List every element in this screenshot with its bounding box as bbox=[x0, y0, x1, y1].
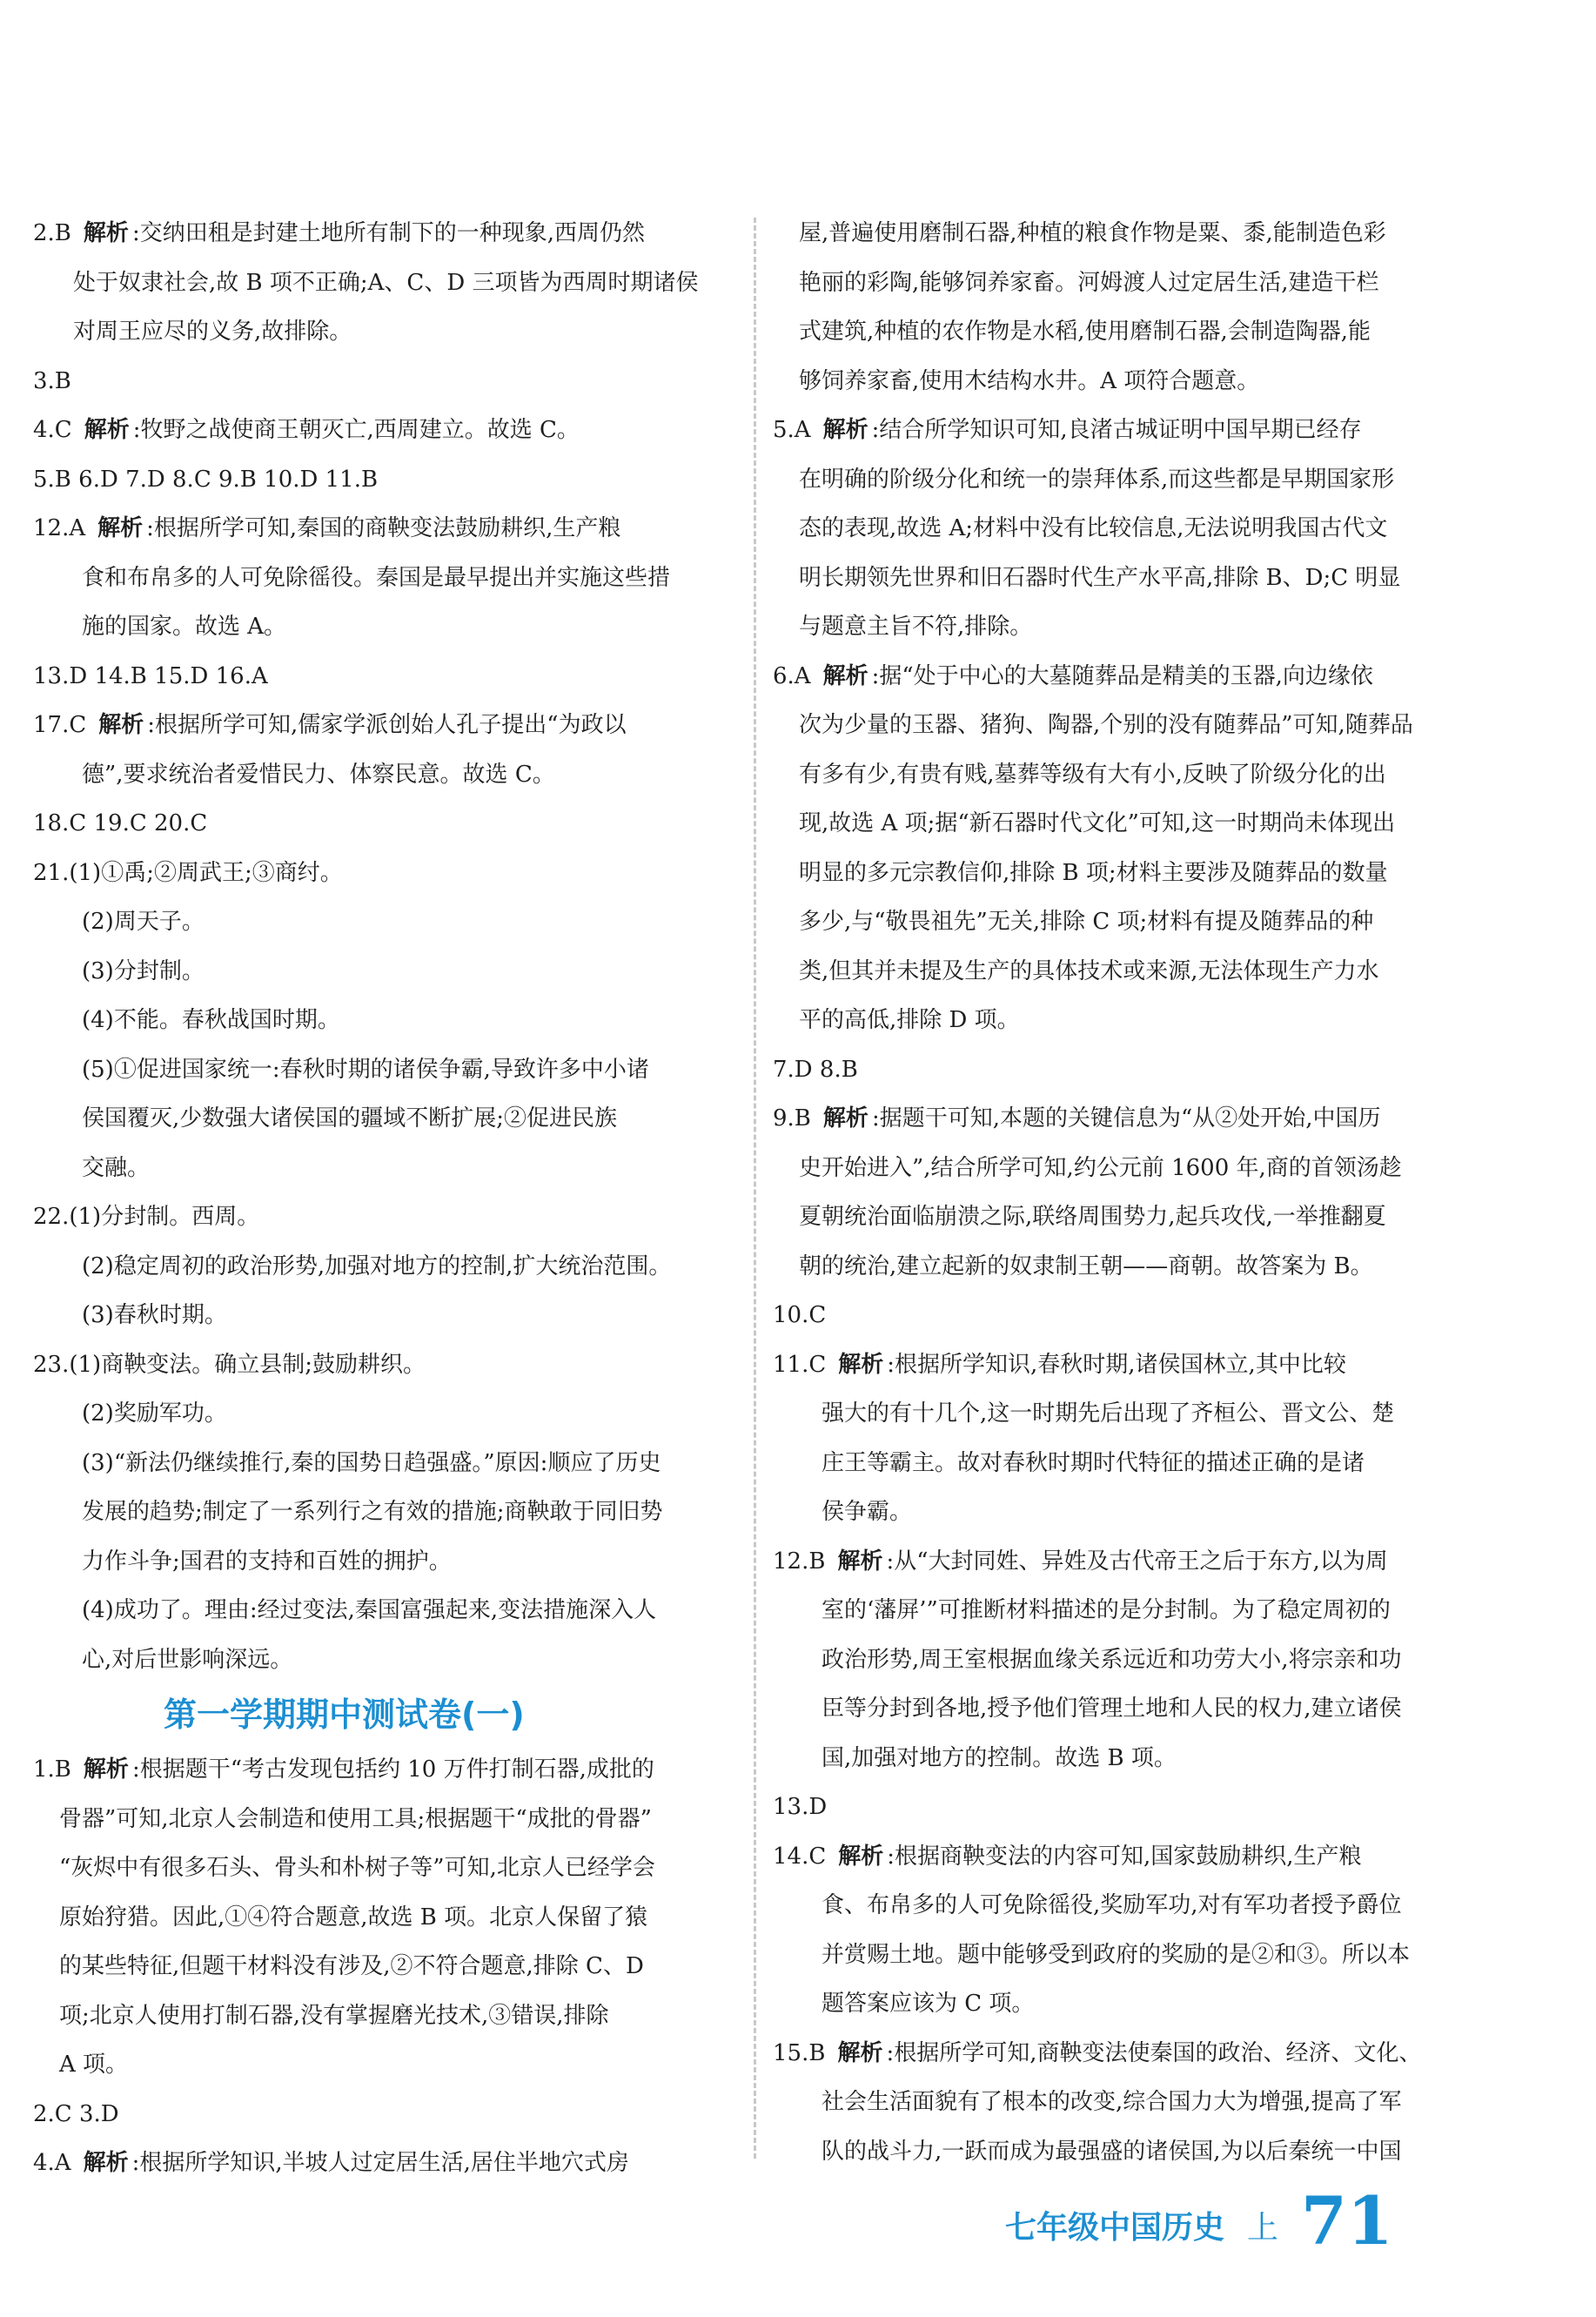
answer-text: 夏朝统治面临崩溃之际,联络周围势力,起兵攻伐,一举推翻夏 bbox=[799, 1204, 1386, 1230]
answer-text: 侯争霸。 bbox=[821, 1499, 913, 1525]
answer-text: 多少,与“敬畏祖先”无关,排除 C 项;材料有提及随葬品的种 bbox=[799, 909, 1374, 935]
answer-continuation bbox=[33, 1795, 736, 1844]
answer-item bbox=[33, 406, 736, 455]
answer-number: 1.B bbox=[33, 1756, 71, 1783]
answer-text: 食和布帛多的人可免除徭役。秦国是最早提出并实施这些措 bbox=[82, 564, 671, 591]
answer-number: 7.D 8.B bbox=[773, 1056, 858, 1083]
answer-text: “灰烬中有很多石头、骨头和朴树子等”可知,北京人已经学会 bbox=[59, 1855, 655, 1881]
answer-number: 17.C bbox=[33, 712, 87, 738]
answer-item bbox=[773, 1045, 1476, 1095]
answer-text: (3)“新法仍继续推行,秦的国势日趋强盛。”原因:顺应了历史 bbox=[82, 1449, 661, 1476]
analysis-label: 解析 bbox=[84, 417, 130, 443]
answer-text: 在明确的阶级分化和统一的崇拜体系,而这些都是早期国家形 bbox=[799, 466, 1395, 493]
answer-text: 力作斗争;国君的支持和百姓的拥护。 bbox=[82, 1548, 452, 1575]
answer-text: 类,但其并未提及生产的具体技术或来源,无法体现生产力水 bbox=[799, 957, 1379, 984]
answer-text: 项;北京人使用打制石器,没有掌握磨光技术,③错误,排除 bbox=[59, 2002, 609, 2029]
answer-continuation bbox=[773, 357, 1476, 406]
answer-continuation bbox=[33, 996, 736, 1045]
answer-text: 队的战斗力,一跃而成为最强盛的诸侯国,为以后秦统一中国 bbox=[821, 2138, 1402, 2165]
answer-item bbox=[773, 1537, 1476, 1587]
answer-continuation bbox=[773, 947, 1476, 997]
answer-continuation bbox=[33, 1488, 736, 1537]
answer-continuation bbox=[773, 1931, 1476, 1980]
answer-text: 史开始进入”,结合所学可知,约公元前 1600 年,商的首领汤趁 bbox=[799, 1154, 1402, 1181]
answer-text: 并赏赐土地。题中能够受到政府的奖励的是②和③。所以本 bbox=[821, 1941, 1411, 1968]
answer-continuation bbox=[33, 602, 736, 652]
answer-item bbox=[773, 406, 1476, 455]
answer-item bbox=[773, 2029, 1476, 2079]
answer-item bbox=[33, 504, 736, 554]
answer-text: 庄王等霸主。故对春秋时期时代特征的描述正确的是诸 bbox=[821, 1449, 1365, 1476]
answer-text: 交融。 bbox=[82, 1154, 151, 1181]
answer-item bbox=[33, 2139, 736, 2188]
answer-number: 9.B bbox=[773, 1105, 811, 1132]
answer-number: 3.B bbox=[33, 367, 71, 394]
answer-continuation bbox=[33, 1942, 736, 1991]
answer-continuation bbox=[773, 1439, 1476, 1488]
answer-text: 国,加强对地方的控制。故选 B 项。 bbox=[821, 1744, 1177, 1771]
answer-text: (1)分封制。西周。 bbox=[69, 1204, 260, 1230]
answer-continuation bbox=[773, 1881, 1476, 1931]
answer-continuation bbox=[33, 947, 736, 997]
answer-continuation bbox=[33, 897, 736, 947]
answer-text: (2)稳定周初的政治形势,加强对地方的控制,扩大统治范围。 bbox=[82, 1253, 672, 1279]
answer-text: (1)商鞅变法。确立县制;鼓励耕织。 bbox=[69, 1351, 426, 1378]
answer-item bbox=[33, 1340, 736, 1390]
answer-item bbox=[33, 209, 736, 259]
analysis-label: 解析 bbox=[98, 712, 144, 738]
answer-text: (1)①禹;②周武王;③商纣。 bbox=[69, 859, 343, 886]
answer-continuation bbox=[33, 1991, 736, 2041]
analysis-label: 解析 bbox=[83, 2150, 129, 2176]
answer-continuation bbox=[773, 996, 1476, 1045]
analysis-label: 解析 bbox=[822, 417, 868, 443]
answer-item bbox=[33, 701, 736, 750]
answer-text: :根据商鞅变法的内容可知,国家鼓励耕织,生产粮 bbox=[887, 1843, 1362, 1870]
answer-number: 4.C bbox=[33, 417, 72, 443]
answer-text: (3)春秋时期。 bbox=[82, 1302, 227, 1328]
answer-text: :根据所学知识,半坡人过定居生活,居住半地穴式房 bbox=[131, 2150, 629, 2176]
answer-continuation bbox=[33, 2040, 736, 2090]
answer-text: :根据所学可知,儒家学派创始人孔子提出“为政以 bbox=[147, 712, 627, 738]
answer-continuation bbox=[773, 1635, 1476, 1685]
answer-text: 与题意主旨不符,排除。 bbox=[799, 614, 1033, 640]
answer-continuation bbox=[33, 554, 736, 603]
answer-number: 21. bbox=[33, 859, 70, 886]
answer-number: 18.C 19.C 20.C bbox=[33, 810, 208, 836]
answer-number: 13.D bbox=[773, 1794, 828, 1820]
answer-item bbox=[773, 1340, 1476, 1390]
answer-continuation bbox=[773, 1979, 1476, 2029]
answer-text: 处于奴隶社会,故 B 项不正确;A、C、D 三项皆为西周时期诸侯 bbox=[73, 269, 699, 296]
answer-text: 艳丽的彩陶,能够饲养家畜。河姆渡人过定居生活,建造干栏 bbox=[799, 269, 1379, 296]
answer-text: :从“大封同姓、异姓及古代帝王之后于东方,以为周 bbox=[886, 1548, 1388, 1575]
answer-text: 题答案应该为 C 项。 bbox=[821, 1991, 1035, 2017]
section-title: 第一学期期中测试卷(一) bbox=[164, 1696, 525, 1734]
answer-text: 式建筑,种植的农作物是水稻,使用磨制石器,会制造陶器,能 bbox=[799, 319, 1371, 345]
answer-continuation bbox=[33, 1094, 736, 1144]
answer-continuation bbox=[773, 1734, 1476, 1783]
answer-continuation bbox=[773, 701, 1476, 750]
answer-item bbox=[33, 849, 736, 898]
answer-text: 骨器”可知,北京人会制造和使用工具;根据题干“成批的骨器” bbox=[59, 1805, 652, 1832]
answer-item bbox=[33, 1745, 736, 1795]
answer-text: 明长期领先世界和旧石器时代生产水平高,排除 B、D;C 明显 bbox=[799, 564, 1401, 591]
answer-text: 屋,普遍使用磨制石器,种植的粮食作物是粟、黍,能制造色彩 bbox=[799, 220, 1386, 246]
answer-text: 强大的有十几个,这一时期先后出现了齐桓公、晋文公、楚 bbox=[821, 1400, 1395, 1427]
answer-item bbox=[33, 1192, 736, 1242]
answer-text: 政治形势,周王室根据血缘关系远近和功劳大小,将宗亲和功 bbox=[821, 1646, 1402, 1673]
answer-continuation bbox=[33, 1389, 736, 1439]
answer-text: 心,对后世影响深远。 bbox=[82, 1646, 293, 1673]
answer-text: :交纳田租是封建土地所有制下的一种现象,西周仍然 bbox=[131, 220, 645, 246]
answer-item bbox=[773, 1832, 1476, 1882]
answer-continuation bbox=[773, 307, 1476, 357]
analysis-label: 解析 bbox=[838, 1351, 884, 1378]
answer-text: :据题干可知,本题的关键信息为“从②处开始,中国历 bbox=[871, 1105, 1381, 1132]
answer-text: 施的国家。故选 A。 bbox=[82, 614, 287, 640]
answer-continuation bbox=[773, 750, 1476, 800]
column-divider bbox=[754, 218, 756, 2159]
answer-continuation bbox=[33, 1291, 736, 1340]
answer-text: 平的高低,排除 D 项。 bbox=[799, 1007, 1020, 1033]
answer-number: 11.C bbox=[773, 1351, 827, 1378]
answer-text: 现,故选 A 项;据“新石器时代文化”可知,这一时期尚未体现出 bbox=[799, 810, 1396, 836]
answer-text: :牧野之战使商王朝灭亡,西周建立。故选 C。 bbox=[132, 417, 580, 443]
answer-continuation bbox=[773, 1684, 1476, 1734]
answer-continuation bbox=[773, 554, 1476, 603]
answer-text: (2)周天子。 bbox=[82, 909, 205, 935]
answer-continuation bbox=[33, 307, 736, 357]
answer-item bbox=[773, 1094, 1476, 1144]
answer-continuation bbox=[773, 1389, 1476, 1439]
answer-continuation bbox=[773, 504, 1476, 554]
answer-item bbox=[773, 652, 1476, 702]
footer-subject: 七年级中国历史 bbox=[1005, 2210, 1225, 2246]
answer-continuation bbox=[33, 1439, 736, 1488]
answer-text: 态的表现,故选 A;材料中没有比较信息,无法说明我国古代文 bbox=[799, 515, 1388, 541]
answer-text: :根据所学知识,春秋时期,诸侯国林立,其中比较 bbox=[887, 1351, 1346, 1378]
answer-number: 6.A bbox=[773, 662, 811, 689]
answer-number: 5.B 6.D 7.D 8.C 9.B 10.D 11.B bbox=[33, 466, 379, 493]
answer-item bbox=[773, 1783, 1476, 1832]
answer-continuation bbox=[33, 1242, 736, 1292]
answer-continuation bbox=[773, 1144, 1476, 1193]
answer-continuation bbox=[33, 1586, 736, 1635]
answer-text: A 项。 bbox=[59, 2052, 129, 2078]
answer-text: (5)①促进国家统一:春秋时期的诸侯争霸,导致许多中小诸 bbox=[82, 1056, 649, 1083]
answer-continuation bbox=[773, 2078, 1476, 2127]
answer-number: 22. bbox=[33, 1204, 70, 1230]
answer-text: :据“处于中心的大墓随葬品是精美的玉器,向边缘依 bbox=[871, 662, 1373, 689]
answer-continuation bbox=[773, 602, 1476, 652]
answer-continuation bbox=[773, 1242, 1476, 1292]
answer-text: 社会生活面貌有了根本的改变,综合国力大为增强,提高了军 bbox=[821, 2089, 1402, 2115]
analysis-label: 解析 bbox=[837, 1548, 883, 1575]
answer-item bbox=[33, 652, 736, 702]
answer-text: 对周王应尽的义务,故排除。 bbox=[73, 319, 352, 345]
answer-text: 室的‘藩屏’”可推断材料描述的是分封制。为了稳定周初的 bbox=[821, 1597, 1391, 1623]
answer-text: 发展的趋势;制定了一系列行之有效的措施;商鞅敢于同旧势 bbox=[82, 1499, 663, 1525]
answer-text: 臣等分封到各地,授予他们管理土地和人民的权力,建立诸侯 bbox=[821, 1696, 1402, 1722]
analysis-label: 解析 bbox=[83, 1756, 129, 1783]
answer-text: (2)奖励军功。 bbox=[82, 1400, 227, 1427]
answer-number: 4.A bbox=[33, 2150, 71, 2176]
answer-number: 12.A bbox=[33, 515, 86, 541]
answer-number: 12.B bbox=[773, 1548, 826, 1575]
answer-number: 5.A bbox=[773, 417, 811, 443]
left-column bbox=[33, 209, 736, 2188]
answer-item bbox=[33, 799, 736, 849]
answer-text: :结合所学知识可知,良渚古城证明中国早期已经存 bbox=[871, 417, 1362, 443]
analysis-label: 解析 bbox=[837, 2039, 883, 2066]
right-column bbox=[773, 209, 1476, 2176]
answer-text: 有多有少,有贵有贱,墓葬等级有大有小,反映了阶级分化的出 bbox=[799, 761, 1386, 788]
answer-item bbox=[33, 2090, 736, 2139]
analysis-label: 解析 bbox=[838, 1843, 884, 1870]
answer-text: (4)成功了。理由:经过变法,秦国富强起来,变法措施深入人 bbox=[82, 1597, 657, 1623]
answer-number: 15.B bbox=[773, 2039, 826, 2066]
answer-text: 次为少量的玉器、猪狗、陶器,个别的没有随葬品”可知,随葬品 bbox=[799, 712, 1413, 738]
answer-continuation bbox=[33, 259, 736, 308]
answer-continuation bbox=[773, 849, 1476, 898]
answer-continuation bbox=[773, 897, 1476, 947]
answer-continuation bbox=[773, 1192, 1476, 1242]
answer-text: 够饲养家畜,使用木结构水井。A 项符合题意。 bbox=[799, 367, 1260, 394]
answer-text: 食、布帛多的人可免除徭役,奖励军功,对有军功者授予爵位 bbox=[821, 1892, 1402, 1918]
answer-text: (3)分封制。 bbox=[82, 957, 205, 984]
answer-text: :根据所学可知,商鞅变法使秦国的政治、经济、文化、 bbox=[886, 2039, 1422, 2066]
answer-continuation bbox=[773, 1488, 1476, 1537]
answer-continuation bbox=[33, 1537, 736, 1587]
analysis-label: 解析 bbox=[822, 1105, 868, 1132]
answer-continuation bbox=[773, 259, 1476, 308]
analysis-label: 解析 bbox=[822, 662, 868, 689]
answer-number: 10.C bbox=[773, 1302, 827, 1328]
analysis-label: 解析 bbox=[83, 220, 129, 246]
answer-continuation bbox=[773, 209, 1476, 259]
answer-continuation bbox=[33, 1844, 736, 1893]
answer-continuation bbox=[33, 1635, 736, 1685]
answer-continuation bbox=[773, 455, 1476, 505]
answer-number: 23. bbox=[33, 1351, 70, 1378]
answer-continuation bbox=[773, 2127, 1476, 2177]
answer-text: 原始狩猎。因此,①④符合题意,故选 B 项。北京人保留了猿 bbox=[59, 1904, 648, 1931]
answer-continuation bbox=[773, 1586, 1476, 1635]
answer-continuation bbox=[33, 1893, 736, 1943]
answer-text: 的某些特征,但题干材料没有涉及,②不符合题意,排除 C、D bbox=[59, 1953, 644, 1979]
answer-text: 德”,要求统治者爱惜民力、体察民意。故选 C。 bbox=[82, 761, 555, 788]
answer-number: 2.B bbox=[33, 220, 71, 246]
answer-text: 明显的多元宗教信仰,排除 B 项;材料主要涉及随葬品的数量 bbox=[799, 859, 1388, 886]
answer-continuation bbox=[33, 1144, 736, 1193]
answer-continuation bbox=[33, 750, 736, 800]
answer-number: 2.C 3.D bbox=[33, 2100, 119, 2127]
answer-item bbox=[33, 455, 736, 505]
analysis-label: 解析 bbox=[97, 515, 144, 541]
page-number: 71 bbox=[1301, 2182, 1393, 2260]
answer-continuation bbox=[773, 799, 1476, 849]
footer-volume: 上 bbox=[1247, 2210, 1279, 2246]
answer-item bbox=[33, 357, 736, 406]
page-footer bbox=[1005, 2176, 1393, 2260]
answer-item bbox=[773, 1291, 1476, 1340]
answer-text: 侯国覆灭,少数强大诸侯国的疆域不断扩展;②促进民族 bbox=[82, 1105, 618, 1132]
answer-text: 朝的统治,建立起新的奴隶制王朝——商朝。故答案为 B。 bbox=[799, 1253, 1373, 1279]
answer-number: 13.D 14.B 15.D 16.A bbox=[33, 662, 268, 689]
answer-text: :根据所学可知,秦国的商鞅变法鼓励耕织,生产粮 bbox=[146, 515, 621, 541]
answer-text: (4)不能。春秋战国时期。 bbox=[82, 1007, 340, 1033]
answer-number: 14.C bbox=[773, 1843, 827, 1870]
answer-text: :根据题干“考古发现包括约 10 万件打制石器,成批的 bbox=[131, 1756, 654, 1783]
answer-continuation bbox=[33, 1045, 736, 1095]
